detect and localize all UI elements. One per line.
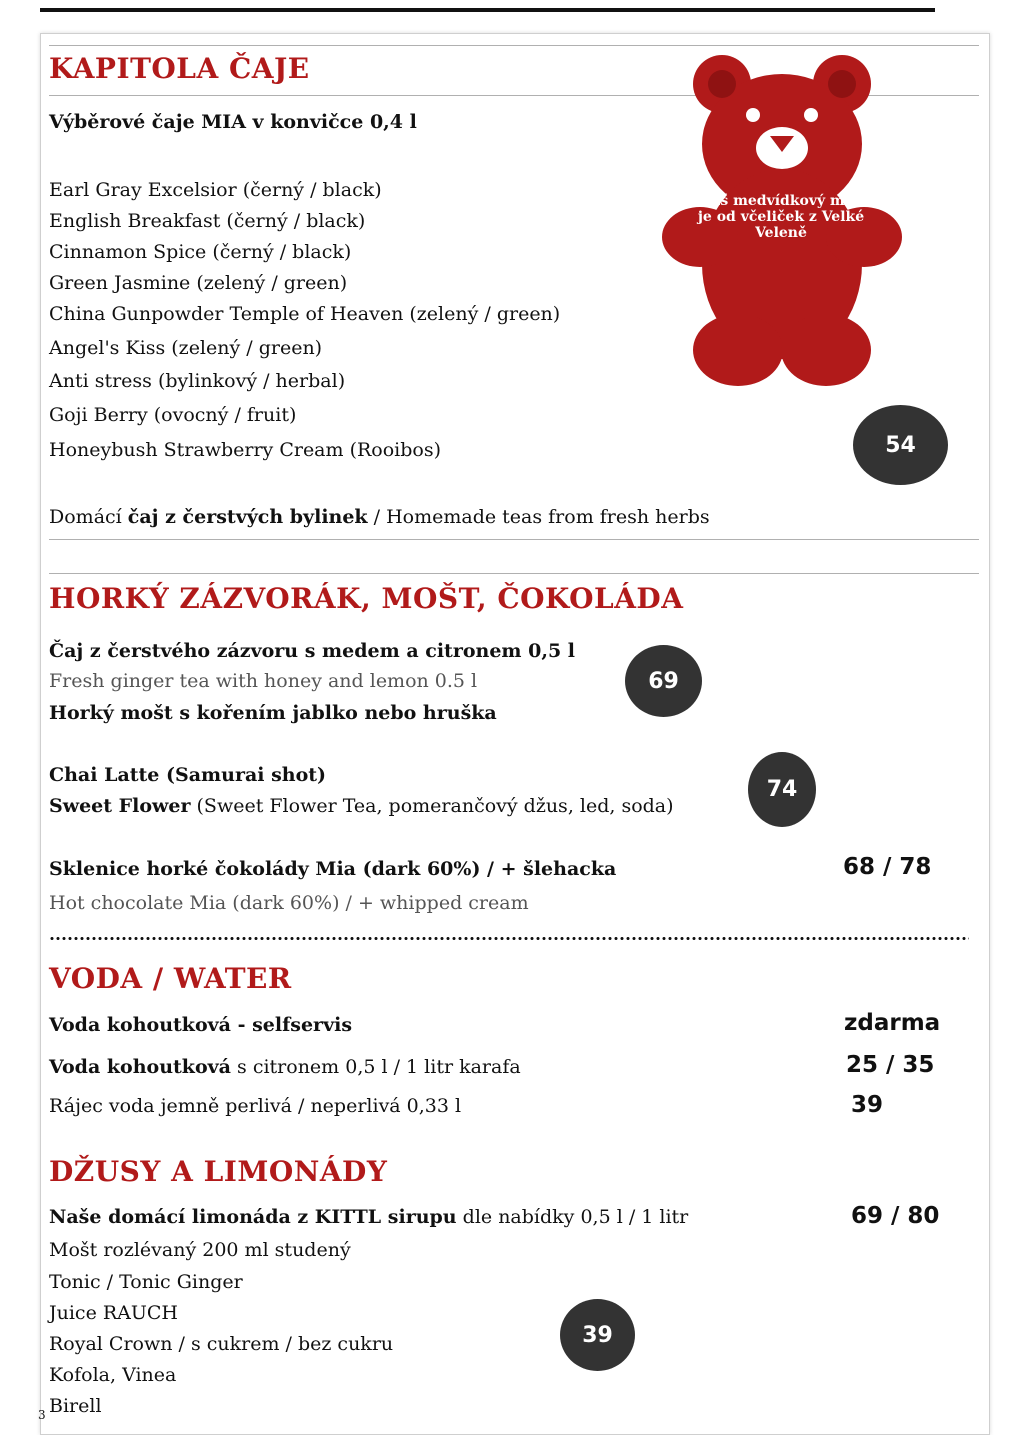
homemade-prefix: Domácí	[49, 506, 128, 528]
bear-text: Náš medvídkový med je od včeliček z Velké Veleně	[697, 193, 865, 241]
hot-chocolate-cz: Sklenice horké čokolády Mia (dark 60%) / + šlehacka	[49, 858, 617, 880]
water-tap-lemon-desc: s citronem 0,5 l / 1 litr karafa	[230, 1056, 521, 1078]
price-badge-tea: 54	[853, 405, 948, 485]
section-heading-juice: DŽUSY A LIMONÁDY	[49, 1155, 388, 1188]
ginger-tea-cz: Čaj z čerstvého zázvoru s medem a citronem 0,5 l	[49, 640, 576, 662]
price-chocolate: 68 / 78	[843, 854, 932, 880]
tea-item: Angel's Kiss (zelený / green)	[49, 337, 323, 359]
juice-item: Tonic / Tonic Ginger	[49, 1271, 243, 1293]
juice-item: Kofola, Vinea	[49, 1364, 177, 1386]
divider	[49, 573, 979, 574]
juice-item: Mošt rozlévaný 200 ml studený	[49, 1239, 351, 1261]
lemonade-desc: dle nabídky 0,5 l / 1 litr	[456, 1206, 689, 1228]
tea-item: Anti stress (bylinkový / herbal)	[49, 370, 346, 392]
water-tap-lemon	[49, 1056, 521, 1078]
tea-item: Goji Berry (ovocný / fruit)	[49, 404, 297, 426]
tea-item: Green Jasmine (zelený / green)	[49, 272, 348, 294]
tea-item: Honeybush Strawberry Cream (Rooibos)	[49, 439, 442, 461]
chai-latte: Chai Latte (Samurai shot)	[49, 764, 327, 786]
dotted-divider	[49, 936, 969, 941]
lemonade	[49, 1206, 688, 1228]
divider	[49, 539, 979, 540]
price-rajec: 39	[851, 1092, 884, 1118]
price-lemonade: 69 / 80	[851, 1203, 940, 1229]
water-tap: Voda kohoutková - selfservis	[49, 1014, 353, 1036]
price-badge-juice: 39	[560, 1299, 635, 1371]
juice-item: Birell	[49, 1395, 102, 1417]
price-water-tap: zdarma	[844, 1010, 941, 1036]
ginger-tea-en: Fresh ginger tea with honey and lemon 0.5 l	[49, 670, 478, 692]
homemade-tea-line	[49, 506, 710, 528]
top-rule	[40, 8, 935, 12]
sweet-flower	[49, 795, 674, 817]
tea-item: Cinnamon Spice (černý / black)	[49, 241, 352, 263]
juice-item: Juice RAUCH	[49, 1302, 179, 1324]
section-heading-water: VODA / WATER	[49, 962, 292, 995]
tea-item: China Gunpowder Temple of Heaven (zelený / green)	[49, 303, 561, 325]
section-heading-tea: KAPITOLA ČAJE	[49, 52, 310, 85]
juice-item: Royal Crown / s cukrem / bez cukru	[49, 1333, 394, 1355]
tea-item: English Breakfast (černý / black)	[49, 210, 366, 232]
lemonade-bold: Naše domácí limonáda z KITTL sirupu	[49, 1206, 457, 1228]
hot-must: Horký mošt s kořením jablko nebo hruška	[49, 702, 497, 724]
price-water-lemon: 25 / 35	[846, 1052, 935, 1078]
hot-chocolate-en: Hot chocolate Mia (dark 60%) / + whipped cream	[49, 892, 529, 914]
sweet-flower-bold: Sweet Flower	[49, 795, 191, 817]
tea-item: Earl Gray Excelsior (černý / black)	[49, 179, 382, 201]
homemade-suffix: / Homemade teas from fresh herbs	[367, 506, 710, 528]
tea-subheading: Výběrové čaje MIA v konvičce 0,4 l	[49, 111, 417, 133]
price-badge-ginger: 69	[625, 645, 702, 717]
sweet-flower-desc: (Sweet Flower Tea, pomerančový džus, led, soda)	[190, 795, 674, 817]
water-tap-lemon-bold: Voda kohoutková	[49, 1056, 231, 1078]
homemade-bold: čaj z čerstvých bylinek	[127, 506, 368, 528]
section-heading-hot: HORKÝ ZÁZVORÁK, MOŠT, ČOKOLÁDA	[49, 582, 684, 615]
page-number: 3	[38, 1408, 46, 1422]
rajec-water: Rájec voda jemně perlivá / neperlivá 0,33 l	[49, 1095, 462, 1117]
price-badge-chai: 74	[748, 752, 816, 827]
divider	[49, 45, 979, 46]
